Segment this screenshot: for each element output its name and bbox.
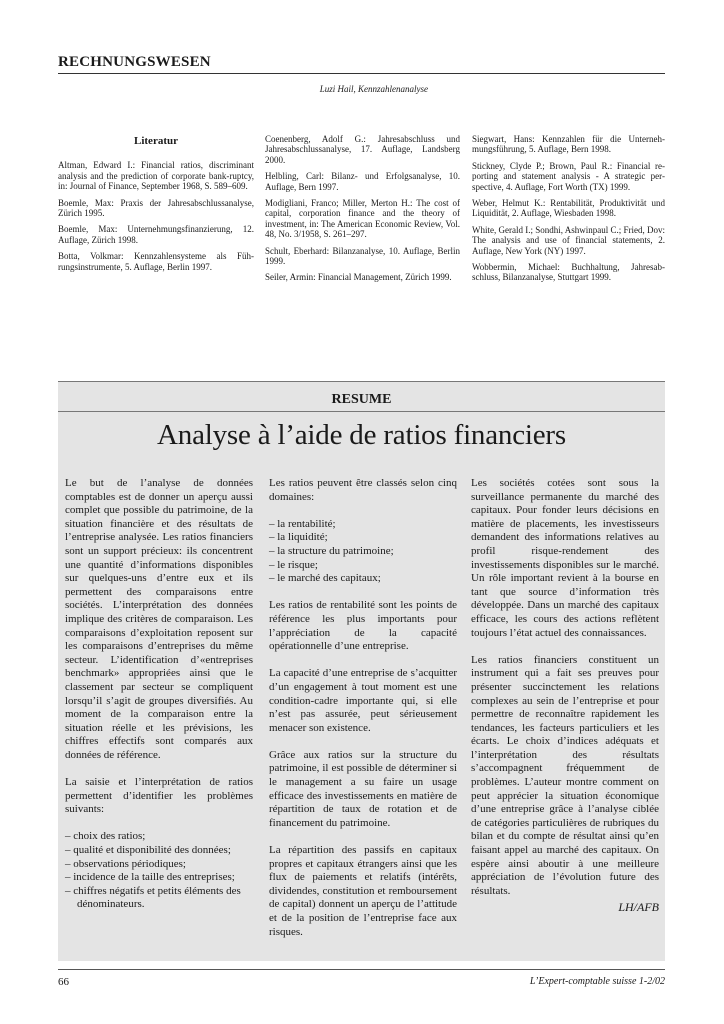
header-rule — [58, 73, 665, 74]
literature-column-2 — [265, 134, 460, 289]
reference-item: Seiler, Armin: Financial Management, Zürich 1999. — [265, 272, 452, 283]
list-item: – le risque; — [269, 558, 318, 571]
list-item: – qualité et disponibilité des données; — [65, 844, 231, 857]
list-item: – la liquidité; — [269, 531, 328, 544]
list-item: – chiffres négatifs et petits éléments des dénominateurs. — [65, 884, 241, 911]
resume-rule — [58, 411, 665, 412]
literature-column-3 — [472, 134, 665, 289]
resume-paragraph: Le but de l’analyse de données comptables est de donner un aperçu aussi complet que possible du patrimoine, de la situation financière et des résultats de l’entreprise analysée. Les ratios financiers sont un support précieux: ils concentrent une quantité d’informations disponibles sur quelques-uns d’entre eux et ils permettent des comparaisons entre sociétés. L’interprétation des données implique des critères de comparaison. Les comparaisons d’exploitation reposent sur les comparaisons d’entreprises du même secteur. L’identification d’«entreprises benchmark» appropriées ainsi que le classement par secteur se compliquent lorsqu’il s’agit de groupes diversifiés. Au moment de la comparaison entre la situation réelle et les prévisions, les chiffres effectifs sont comparés aux données de référence. — [65, 477, 253, 761]
literature-column-1 — [58, 134, 254, 278]
resume-box — [58, 381, 665, 961]
reference-item: Weber, Helmut K.: Rentabilität, Produktivität und Liquidität, 2. Auflage, Wiesbaden 1998. — [472, 198, 665, 219]
list-item: – incidence de la taille des entreprises; — [65, 871, 235, 884]
resume-paragraph: La capacité d’une entreprise de s’acquitter d’un engagement à tout moment est une condition-cadre importante qui, si elle n’est pas assurée, peut sérieusement menacer son existence. — [269, 667, 457, 734]
list-item: – la rentabilité; — [269, 517, 336, 530]
list-item: – observations périodiques; — [65, 857, 186, 870]
reference-item: Stickney, Clyde P.; Brown, Paul R.: Financial re-porting and statement analysis - A strategic per-spective, 4. Auflage, Fort Worth (TX) 1999. — [472, 160, 665, 192]
list-item: – choix des ratios; — [65, 830, 146, 843]
problem-list — [65, 830, 253, 912]
page-number: 66 — [58, 976, 69, 988]
resume-column-2 — [269, 477, 457, 953]
resume-paragraph: La répartition des passifs en capitaux propres et capitaux étrangers ainsi que les flux de paiements et relatifs (intérêts, dividendes, constitution et remboursement de capital) donnent un aperçu de l’attitude et de la position de l’entreprise face aux risques. — [269, 844, 457, 938]
reference-item: Coenenberg, Adolf G.: Jahresabschluss und Jahresabschlussanalyse, 17. Auflage, Landsberg 2000. — [265, 134, 460, 165]
journal-reference: L’Expert-comptable suisse 1-2/02 — [529, 976, 665, 987]
author-signature: LH/AFB — [618, 900, 659, 915]
reference-item: Modigliani, Franco; Miller, Merton H.: The cost of capital, corporation finance and the theory of investment, in: The American Economic Review, Vol. 48, No. 3/1958, S. 261–297. — [265, 198, 460, 240]
resume-title: Analyse à l’aide de ratios financiers — [157, 419, 566, 451]
reference-item: Wobbermin, Michael: Buchhaltung, Jahresab-schluss, Bilanzanalyse, Stuttgart 1999. — [472, 262, 665, 283]
resume-label: RESUME — [331, 392, 392, 407]
resume-paragraph: Grâce aux ratios sur la structure du patrimoine, il est possible de déterminer si le management a su faire un usage efficace des investissements en matière de répartition de taux de rotation et de financement du patrimoine. — [269, 748, 457, 829]
section-heading: RECHNUNGSWESEN — [58, 54, 211, 70]
resume-paragraph: Les sociétés cotées sont sous la surveillance permanente du marché des capitaux. Pour fonder leurs décisions en matière de placements, les investisseurs demandent des informations relatives au profil risque-rendement des investissements disponibles sur le marché. Un rôle important revient à la bourse en tant que source d’information très développée. Dans un marché des capitaux efficace, les cours des actions reflètent toujours l’état actuel des connaissances. — [471, 477, 659, 639]
reference-item: Altman, Edward I.: Financial ratios, discriminant analysis and the prediction of corporate bank-ruptcy, in: Journal of Finance, September 1968, S. 589–609. — [58, 160, 254, 192]
reference-item: Schult, Eberhard: Bilanzanalyse, 10. Auflage, Berlin 1999. — [265, 245, 460, 267]
reference-item: Siegwart, Hans: Kennzahlen für die Unterneh-mungsführung, 5. Auflage, Bern 1998. — [472, 134, 665, 155]
resume-column-3 — [471, 477, 659, 915]
reference-item: Helbling, Carl: Bilanz- und Erfolgsanalyse, 10. Auflage, Bern 1997. — [265, 171, 460, 192]
resume-paragraph: Les ratios financiers constituent un instrument qui a fait ses preuves pour présenter succinctement les relations complexes au sein de l’entreprise et pour permettre de reconnaître rapidement les tendances, les facteurs particuliers et les écarts. Le choix d’indices adéquats et l’interprétation des résultats s’accompagnent fréquemment de problèmes. L’auteur montre comment on peut apprécier la situation économique d’une entreprise grâce à l’analyse ciblée de catégories particulières de rubriques du bilan et du compte de résultat ainsi qu’en faisant appel au marché des capitaux. On espère ainsi aboutir à une meilleure appréciation de l’évolution future des résultats. — [471, 653, 659, 897]
reference-item: Botta, Volkmar: Kennzahlensysteme als Füh-rungsinstrumente, 5. Auflage, Berlin 1997. — [58, 251, 254, 272]
reference-item: Boemle, Max: Unternehmungsfinanzierung, 12. Auflage, Zürich 1998. — [58, 224, 254, 245]
reference-item: White, Gerald I.; Sondhi, Ashwinpaul C.; Fried, Dov: The analysis and use of financial statements, 2. Auflage, New York (NY) 1997. — [472, 224, 665, 256]
list-item: – le marché des capitaux; — [269, 572, 381, 585]
resume-column-1 — [65, 477, 253, 926]
resume-paragraph: Les ratios de rentabilité sont les points de référence les plus importants pour l’appréciation de la capacité opérationnelle d’une entreprise. — [269, 599, 457, 653]
footer-rule — [58, 969, 665, 970]
resume-paragraph: La saisie et l’interprétation de ratios permettent d’identifier les problèmes suivants: — [65, 776, 253, 816]
list-item: – la structure du patrimoine; — [269, 544, 394, 557]
author-byline: Luzi Hail, Kennzahlenanalyse — [319, 84, 428, 94]
reference-item: Boemle, Max: Praxis der Jahresabschlussanalyse, Zürich 1995. — [58, 197, 254, 219]
resume-paragraph: Les ratios peuvent être classés selon cinq domaines: — [269, 477, 457, 503]
literature-heading: Literatur — [134, 135, 178, 147]
domain-list — [269, 518, 457, 586]
